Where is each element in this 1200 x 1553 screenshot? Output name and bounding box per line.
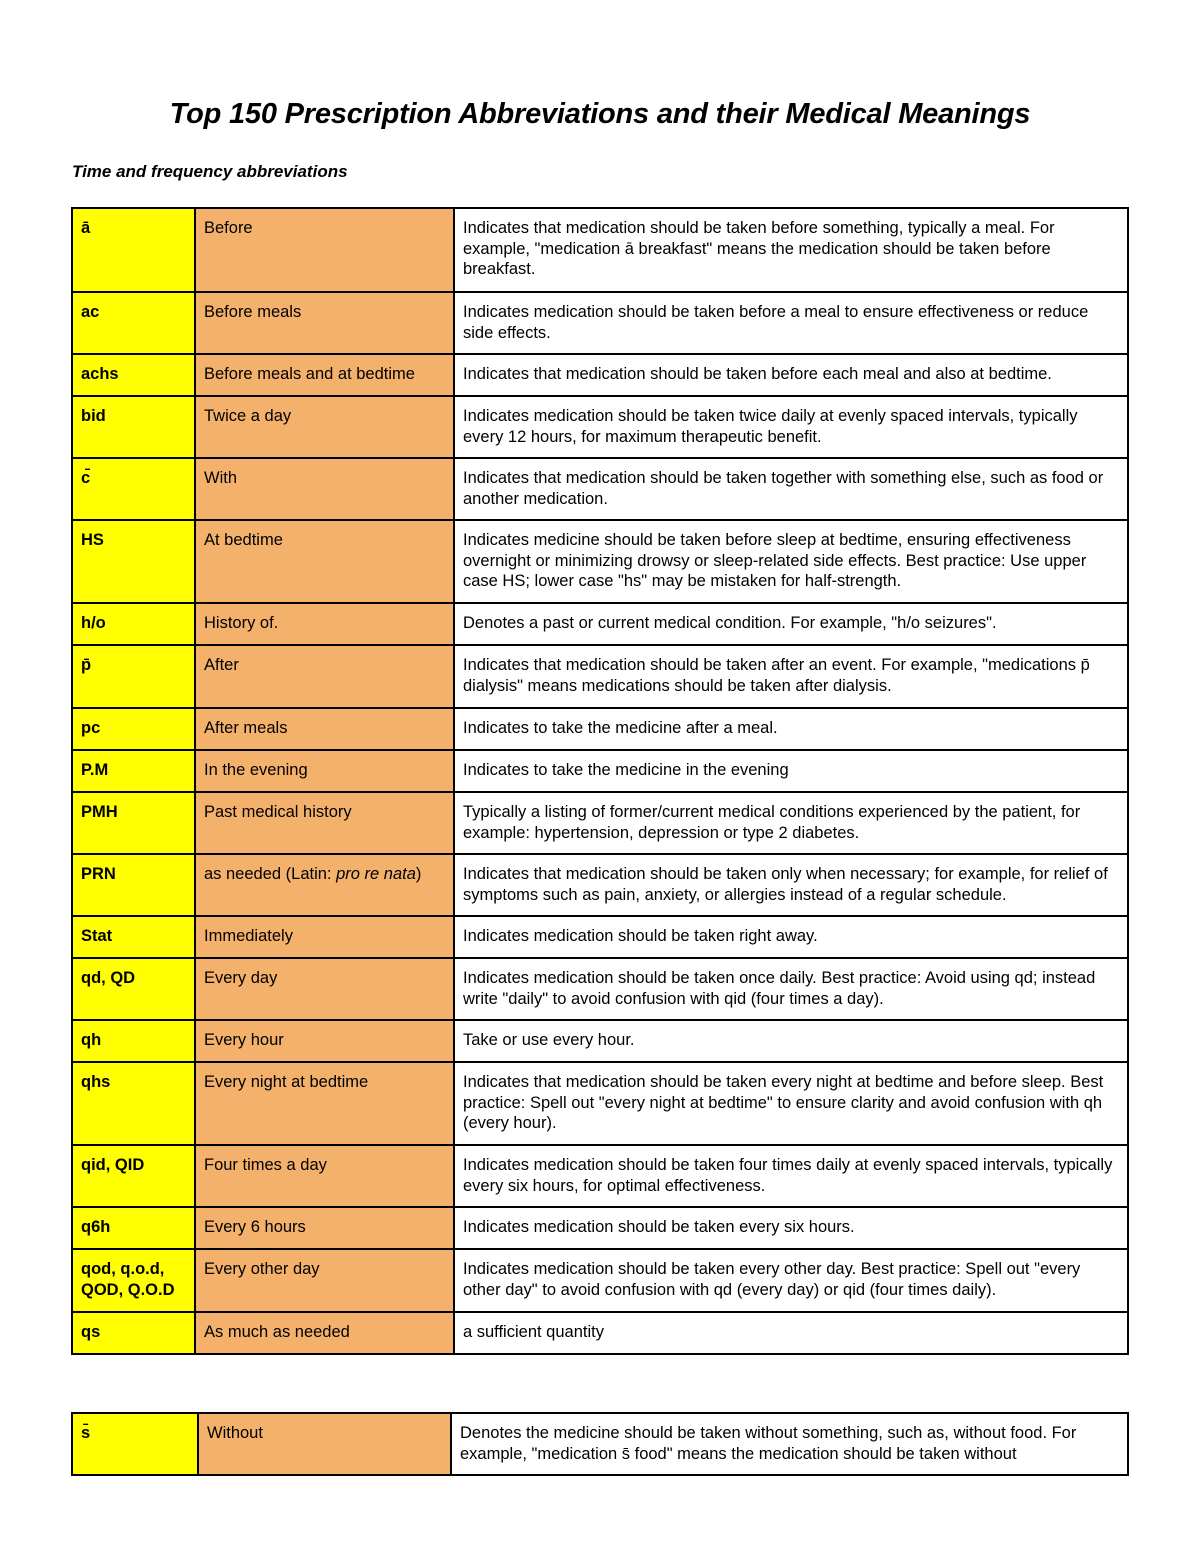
- table-row: [72, 1249, 1128, 1312]
- meaning-text: Before meals: [204, 303, 302, 321]
- meaning-cell: [195, 1312, 454, 1354]
- abbreviation-cell: bid: [72, 396, 195, 458]
- meaning-cell: [195, 292, 454, 354]
- meaning-cell: [195, 1145, 454, 1207]
- table-row: [72, 750, 1128, 792]
- meaning-text: At bedtime: [204, 531, 283, 549]
- meaning-cell: [195, 854, 454, 916]
- meaning-cell: [195, 645, 454, 708]
- description-cell: Indicates medication should be taken every six hours.: [454, 1207, 1128, 1249]
- table-row: [72, 1413, 1128, 1475]
- table-row: [72, 1020, 1128, 1062]
- description-cell: Indicates medication should be taken before a meal to ensure effectiveness or reduce side effects.: [454, 292, 1128, 354]
- table-row: [72, 792, 1128, 854]
- table-row: [72, 1312, 1128, 1354]
- abbreviation-cell: ac: [72, 292, 195, 354]
- abbreviation-cell: qh: [72, 1020, 195, 1062]
- meaning-cell: [195, 1062, 454, 1145]
- description-cell: Indicates that medication should be taken before something, typically a meal. For example, "medication ā breakfast" means the medication should be taken before breakfast.: [454, 208, 1128, 292]
- meaning-text: History of.: [204, 614, 279, 632]
- description-cell: Indicates medication should be taken twice daily at evenly spaced intervals, typically every 12 hours, for maximum therapeutic benefit.: [454, 396, 1128, 458]
- abbreviation-cell: PMH: [72, 792, 195, 854]
- description-cell: Indicates to take the medicine in the evening: [454, 750, 1128, 792]
- description-cell: Denotes the medicine should be taken without something, such as, without food. For example, "medication s̄ food" means the medication should be taken without: [451, 1413, 1128, 1475]
- description-cell: Indicates to take the medicine after a meal.: [454, 708, 1128, 750]
- page-title: Top 150 Prescription Abbreviations and their Medical Meanings: [169, 98, 1031, 130]
- table-row: [72, 1207, 1128, 1249]
- meaning-text: Every 6 hours: [204, 1218, 306, 1236]
- abbreviation-cell: qd, QD: [72, 958, 195, 1020]
- meaning-text: Every hour: [204, 1031, 284, 1049]
- abbreviations-table-continued-body: [72, 1413, 1128, 1475]
- abbreviation-cell: q6h: [72, 1207, 195, 1249]
- meaning-cell: [195, 458, 454, 520]
- table-row: [72, 520, 1128, 603]
- description-cell: Typically a listing of former/current medical conditions experienced by the patient, for example: hypertension, depression or type 2 diabetes.: [454, 792, 1128, 854]
- meaning-text: Immediately: [204, 927, 293, 945]
- abbreviations-table-body: [72, 208, 1128, 1354]
- abbreviation-cell: Stat: [72, 916, 195, 958]
- abbreviation-cell: ā: [72, 208, 195, 292]
- abbreviation-cell: qs: [72, 1312, 195, 1354]
- abbreviations-table: [71, 207, 1129, 1355]
- abbreviation-cell: qid, QID: [72, 1145, 195, 1207]
- abbreviation-cell: pc: [72, 708, 195, 750]
- meaning-cell: [195, 708, 454, 750]
- abbreviations-table-continued: [71, 1412, 1129, 1476]
- meaning-cell: [195, 208, 454, 292]
- meaning-text: as needed (Latin:: [204, 865, 337, 883]
- meaning-cell: [198, 1413, 451, 1475]
- description-cell: Indicates that medication should be taken every night at bedtime and before sleep. Best practice: Spell out "every night at bedtime" to ensure clarity and avoid confusion with qh (every hour).: [454, 1062, 1128, 1145]
- abbreviation-cell: c̄: [72, 458, 195, 520]
- description-cell: Denotes a past or current medical condition. For example, "h/o seizures".: [454, 603, 1128, 645]
- table-row: [72, 916, 1128, 958]
- description-cell: Indicates medication should be taken right away.: [454, 916, 1128, 958]
- description-cell: Indicates that medication should be taken before each meal and also at bedtime.: [454, 354, 1128, 396]
- meaning-text: After: [204, 656, 239, 674]
- meaning-cell: [195, 958, 454, 1020]
- table-row: [72, 1062, 1128, 1145]
- meaning-latin-term: pro re nata: [336, 865, 416, 883]
- abbreviation-cell: s̄: [72, 1413, 198, 1475]
- table-row: [72, 458, 1128, 520]
- abbreviation-cell: p̄: [72, 645, 195, 708]
- table-row: [72, 603, 1128, 645]
- meaning-text: Every other day: [204, 1260, 320, 1278]
- meaning-text: Four times a day: [204, 1156, 327, 1174]
- meaning-cell: [195, 792, 454, 854]
- abbreviation-cell: qhs: [72, 1062, 195, 1145]
- meaning-cell: [195, 603, 454, 645]
- abbreviation-cell: qod, q.o.d, QOD, Q.O.D: [72, 1249, 195, 1312]
- meaning-cell: [195, 520, 454, 603]
- table-row: [72, 645, 1128, 708]
- meaning-text: Every night at bedtime: [204, 1073, 369, 1091]
- meaning-cell: [195, 1249, 454, 1312]
- description-cell: Indicates that medication should be taken together with something else, such as food or another medication.: [454, 458, 1128, 520]
- description-cell: Indicates medication should be taken four times daily at evenly spaced intervals, typically every six hours, for optimal effectiveness.: [454, 1145, 1128, 1207]
- meaning-text: Every day: [204, 969, 278, 987]
- meaning-text: Without: [207, 1424, 263, 1442]
- description-cell: Indicates medication should be taken once daily. Best practice: Avoid using qd; instead write "daily" to avoid confusion with qid (four times a day).: [454, 958, 1128, 1020]
- meaning-text: As much as needed: [204, 1323, 350, 1341]
- description-cell: Take or use every hour.: [454, 1020, 1128, 1062]
- table-row: [72, 292, 1128, 354]
- meaning-text: Twice a day: [204, 407, 292, 425]
- meaning-suffix: ): [415, 865, 422, 883]
- table-row: [72, 958, 1128, 1020]
- table-row: [72, 854, 1128, 916]
- meaning-text: Before: [204, 219, 253, 237]
- table-row: [72, 354, 1128, 396]
- section-heading: Time and frequency abbreviations: [72, 162, 348, 181]
- table-row: [72, 1145, 1128, 1207]
- description-cell: Indicates that medication should be taken only when necessary; for example, for relief of symptoms such as pain, anxiety, or allergies instead of a regular schedule.: [454, 854, 1128, 916]
- description-cell: Indicates that medication should be taken after an event. For example, "medications p̄ dialysis" means medications should be taken after dialysis.: [454, 645, 1128, 708]
- meaning-text: With: [204, 469, 237, 487]
- table-row: [72, 208, 1128, 292]
- meaning-text: After meals: [204, 719, 288, 737]
- abbreviation-cell: achs: [72, 354, 195, 396]
- meaning-text: Past medical history: [204, 803, 352, 821]
- table-row: [72, 708, 1128, 750]
- meaning-text: Before meals and at bedtime: [204, 365, 415, 383]
- description-cell: Indicates medication should be taken every other day. Best practice: Spell out "every other day" to avoid confusion with qd (every day) or qid (four times daily).: [454, 1249, 1128, 1312]
- meaning-cell: [195, 396, 454, 458]
- meaning-cell: [195, 750, 454, 792]
- abbreviation-cell: P.M: [72, 750, 195, 792]
- description-cell: Indicates medicine should be taken before sleep at bedtime, ensuring effectiveness overnight or minimizing drowsy or sleep-related side effects. Best practice: Use upper case HS; lower case "hs" may be mistaken for half-strength.: [454, 520, 1128, 603]
- table-row: [72, 396, 1128, 458]
- abbreviation-cell: h/o: [72, 603, 195, 645]
- meaning-cell: [195, 916, 454, 958]
- abbreviation-cell: HS: [72, 520, 195, 603]
- abbreviation-cell: PRN: [72, 854, 195, 916]
- meaning-cell: [195, 1020, 454, 1062]
- meaning-cell: [195, 354, 454, 396]
- meaning-text: In the evening: [204, 761, 308, 779]
- meaning-cell: [195, 1207, 454, 1249]
- description-cell: a sufficient quantity: [454, 1312, 1128, 1354]
